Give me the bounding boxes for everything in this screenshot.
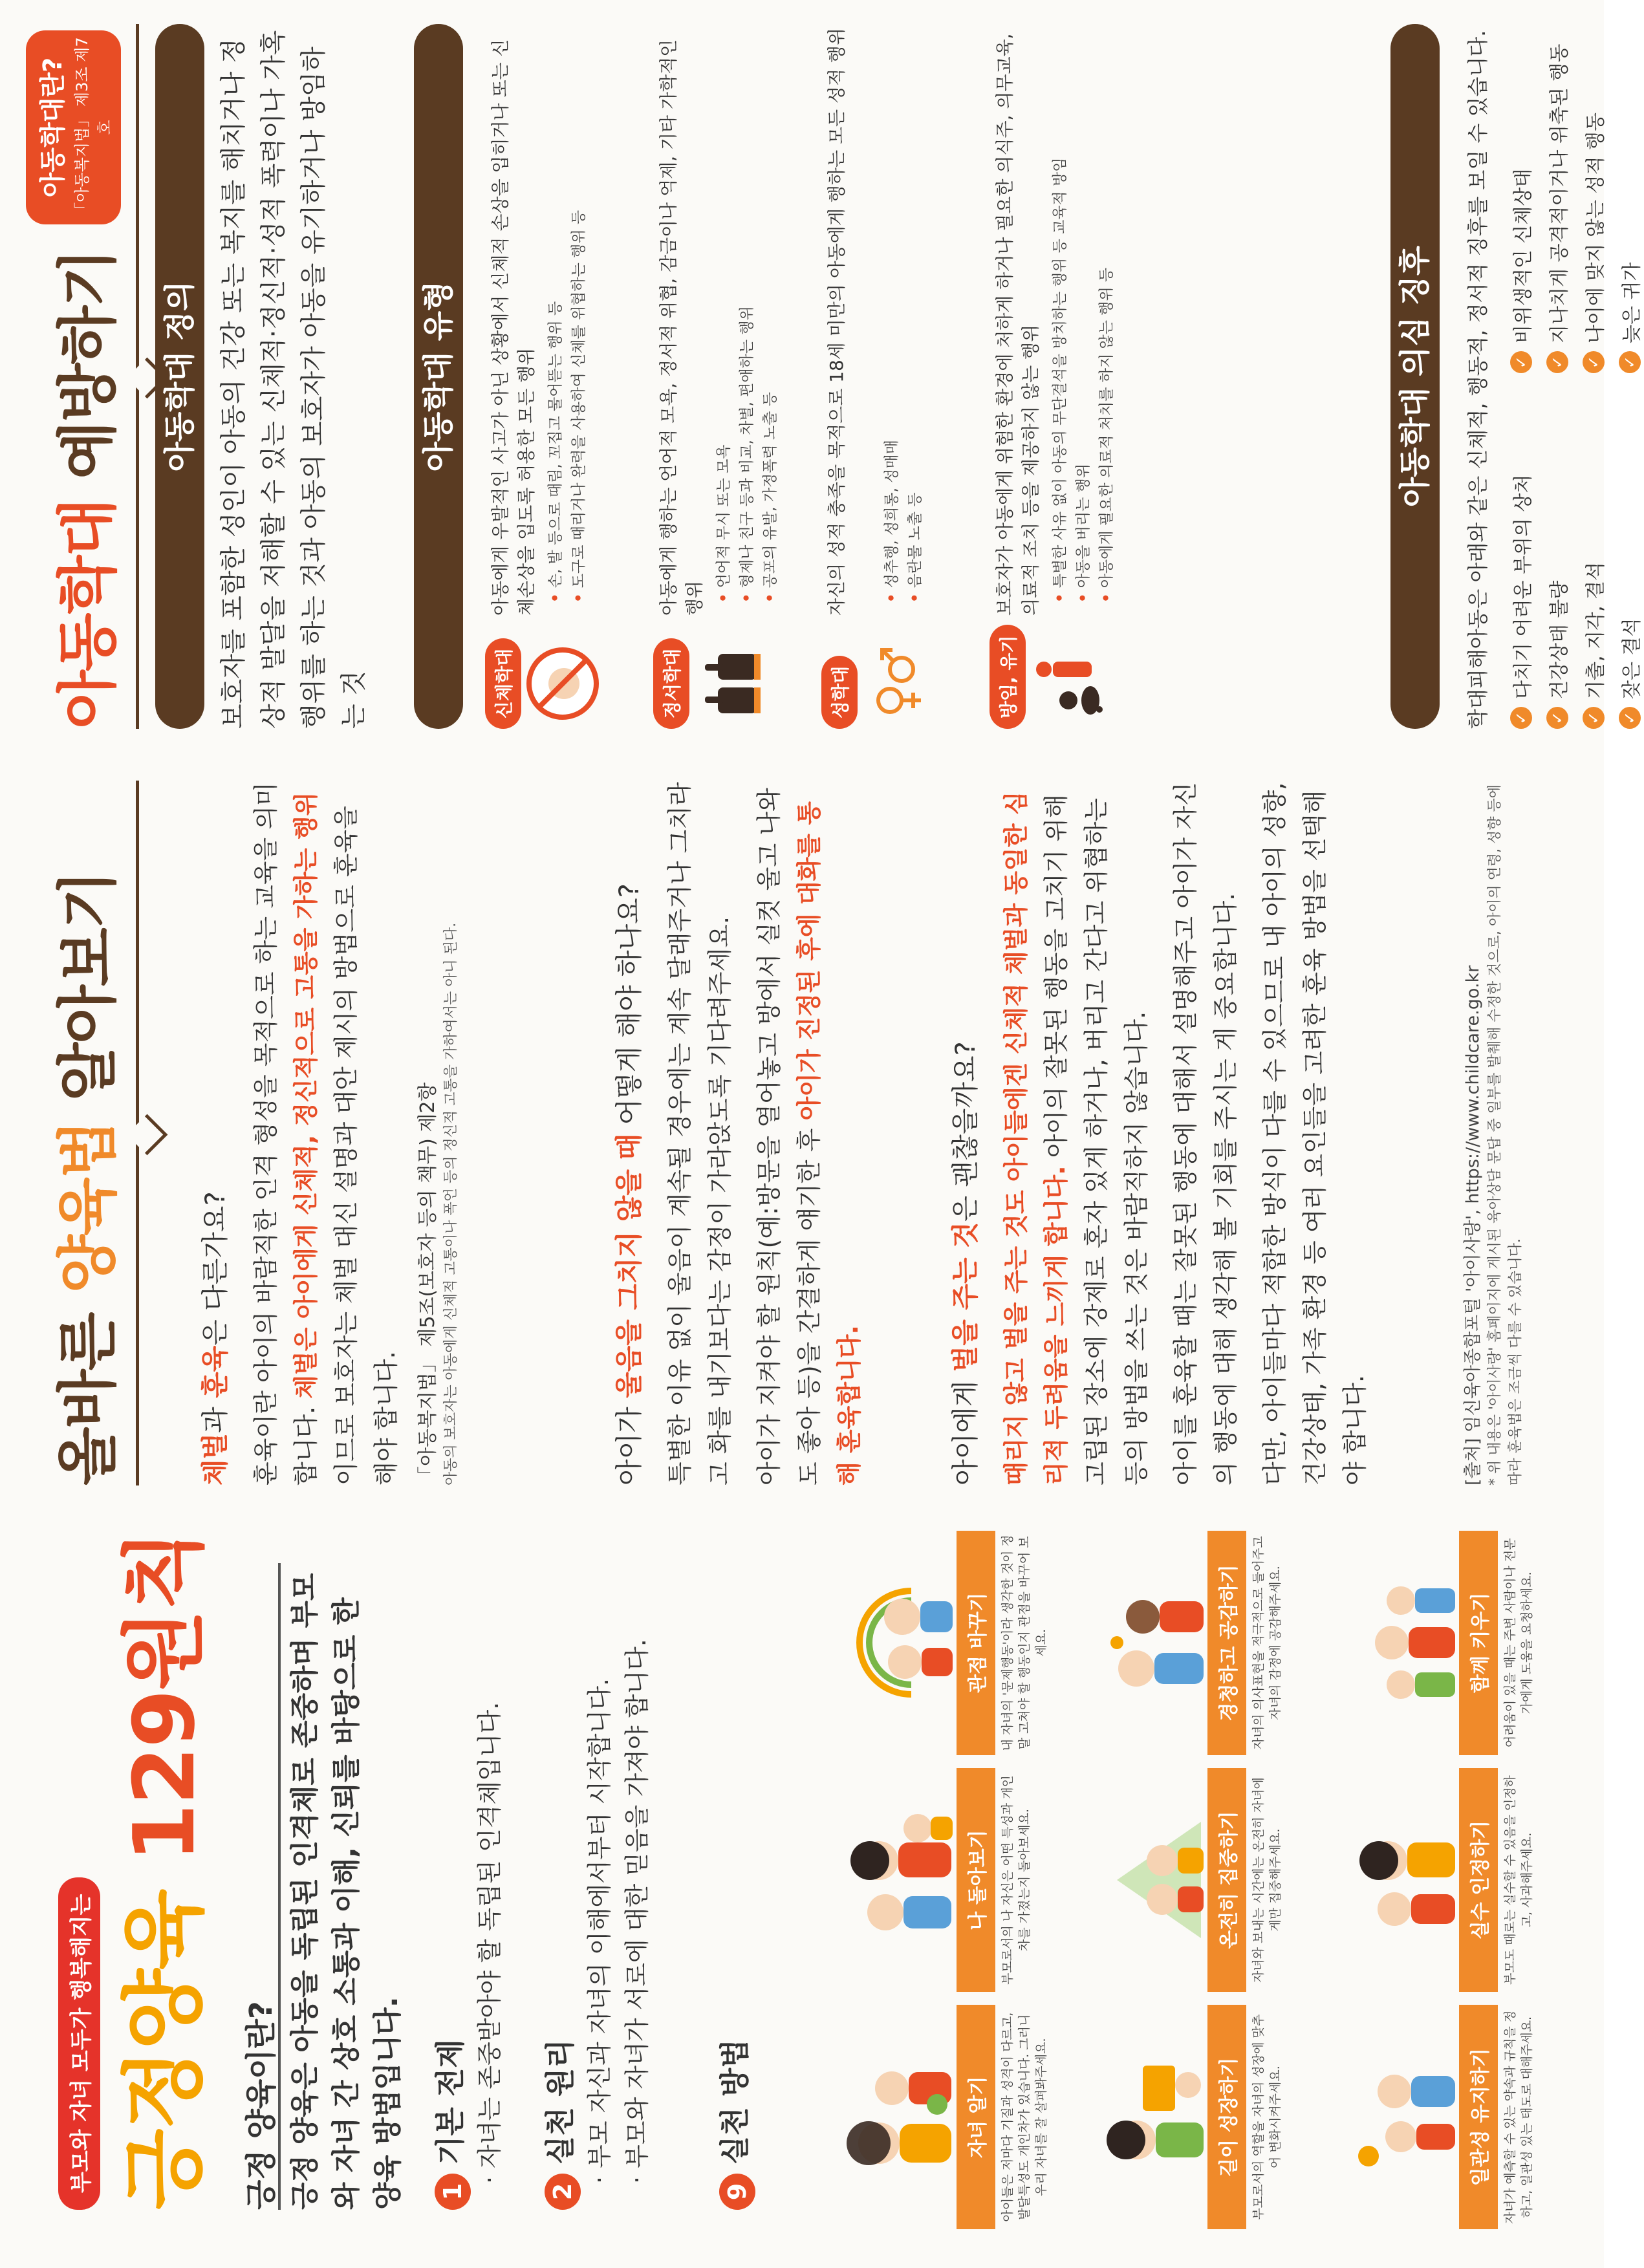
emotional-abuse-example: •공포의 유발, 가정폭력 노출 등 [762, 392, 779, 603]
section-basic-premise [427, 1537, 508, 2210]
emotional-abuse-example: •형제나 친구 등과 비교, 차별, 편애하는 행위 [739, 306, 755, 603]
method-label: 나 돌아보기 [957, 1768, 995, 1993]
check-icon: ✓ [1546, 351, 1568, 373]
physical-abuse-example: •도구로 때리거나 완력을 사용하여 신체를 위협하는 행위 등 [570, 210, 587, 603]
method-description: 자녀가 예측할 수 있는 약속과 규칙을 정하고, 일관성 있는 태도로 대해주세요. [1502, 2010, 1534, 2224]
number-badge-1: 1 [435, 2174, 471, 2210]
family-illustration [808, 1531, 957, 1755]
badge-law: 「아동복지법」 제3조 제7호 [73, 37, 114, 218]
method-card [1311, 1531, 1552, 1755]
family-illustration [1311, 2005, 1459, 2229]
family-illustration [1311, 1768, 1459, 1993]
answer-crying-2: 아이가 지켜야 할 원칙(예:방문을 열어놓고 방에서 실컷 울고 나와도 좋아 등)을 간결하게 얘기한 후 아이가 진정된 후에 대화를 통해 훈육합니다. [755, 788, 863, 1485]
source-citation [1462, 774, 1526, 1485]
panel-title-correct-parenting: 올바른 양육법 알아보기 [53, 871, 124, 1485]
method-label: 관점 바꾸기 [957, 1531, 995, 1755]
method-label: 자녀 알기 [957, 2005, 995, 2229]
sign-item: ✓ 나이에 맞지 않는 성적 행동 [1579, 17, 1608, 373]
sign-item: ✓ 다치기 어려운 부위의 상처 [1507, 373, 1535, 729]
source-text: [출처] 임신육아종합포털 '아이사랑', https://www.childcare.go.kr [1463, 965, 1483, 1485]
source-note: * 위 내용은 '아이사랑' 홈페이지에 게시된 육아상담 문답 중 일부를 발췌해 수정한 것으로, 아이의 연령, 성향 등에 따라 훈육법은 조금씩 다를 수 있습니다. [1487, 784, 1524, 1485]
tagline-badge: 부모와 자녀 모두가 행복해지는 [58, 1877, 100, 2210]
check-icon: ✓ [1583, 707, 1605, 729]
emotional-abuse-desc: 아동에게 행하는 언어적 모욕, 정서적 위협, 감금이나 억제, 기타 가학적인 행위 [658, 39, 705, 616]
practice-principle-text-2: · 부모와 자녀가 서로에 대한 믿음을 가져야 합니다. [622, 1639, 651, 2184]
answer-punishment-3: 다만, 아이들마다 적합한 방식이 다를 수 있으므로 내 아이의 성향, 건강상태, 가족 환경 등 여러 요인들을 고려한 훈육 방법을 선택해야 합니다. [1260, 782, 1369, 1485]
emotional-abuse-example: •언어적 무시 또는 모욕 [715, 444, 732, 603]
method-card [808, 1531, 1050, 1755]
tag-physical-abuse: 신체학대 [485, 638, 521, 729]
sexual-abuse-example: •음란물 노출 등 [907, 492, 924, 603]
positive-parenting-definition: 긍정 양육은 아동을 독립된 인격체로 존중하며 부모와 자녀 간 상호 소통과 이해, 신뢰를 바탕으로 한 양육 방법입니다. [288, 1573, 404, 2210]
method-description: 자녀의 의사표현을 적극적으로 들어주고 자녀의 감정에 공감해주세요. [1251, 1536, 1283, 1750]
family-illustration [1311, 1531, 1459, 1755]
method-label: 함께 키우기 [1459, 1531, 1498, 1755]
method-card [1060, 1768, 1301, 1993]
section-heading-positive-parenting: 긍정 양육이란? [243, 2001, 279, 2210]
question-punishment-discipline: 체벌과 훈육은 다른가요? [199, 1191, 231, 1485]
method-label: 온전히 집중하기 [1207, 1768, 1246, 1993]
number-badge-9: 9 [719, 2174, 755, 2210]
pill-abuse-types: 아동학대 유형 [414, 24, 463, 729]
method-description: 부모로서의 나 자신은 어떤 특성과 개인차를 가졌는지 돌아보세요. [1000, 1775, 1032, 1985]
tag-neglect: 방임, 유기 [990, 625, 1026, 729]
law-note: 아동의 보호자는 아동에게 신체적 고통이나 폭언 등의 정신적 고통을 가하여서는 아니 된다. [443, 922, 459, 1485]
method-label: 길이 성장하기 [1207, 2005, 1246, 2229]
method-label: 일관성 유지하기 [1459, 2005, 1498, 2229]
no-hitting-icon [524, 645, 601, 722]
type-physical-abuse [485, 24, 634, 729]
question-punishment: 아이에게 벌을 주는 것은 괜찮을까요? [949, 1041, 981, 1485]
tag-sexual-abuse: 성학대 [821, 656, 858, 729]
badge-title: 아동학대란? [38, 57, 68, 198]
sign-item: ✓ 늦은 귀가 [1616, 17, 1644, 373]
method-card [1311, 1768, 1552, 1993]
method-card [1060, 2005, 1301, 2229]
method-card [1311, 2005, 1552, 2229]
answer-crying-1: 특별한 이유 없이 울음이 계속될 경우에는 계속 달래주거나 그치라고 화를 내기보다는 감정이 가라앉도록 기다려주세요. [665, 782, 734, 1485]
neglect-desc: 보호자가 아동에게 위험한 환경에 처하게 하거나 필요한 의식주, 의무교육, 의료적 조치 등을 제공하지 않는 행위 [994, 33, 1041, 616]
method-label: 실수 인정하기 [1459, 1768, 1498, 1993]
panel-correct-parenting [0, 755, 1604, 1511]
practice-methods-grid [808, 1531, 1552, 2229]
type-sexual-abuse [821, 24, 970, 729]
panel-child-abuse-prevention [0, 0, 1643, 755]
sign-item: ✓ 기출, 지각, 결석 [1579, 373, 1608, 729]
qa-punishment-vs-discipline [194, 781, 462, 1485]
check-icon: ✓ [1510, 351, 1532, 373]
sexual-abuse-desc: 자신의 성적 충족을 목적으로 18세 미만의 아동에게 행하는 모든 성적 행위 [826, 27, 847, 616]
family-illustration [1060, 1531, 1208, 1755]
method-description: 자녀와 보내는 시간에는 온전히 자녀에게만 집중해주세요. [1251, 1777, 1283, 1983]
sexual-abuse-example: •성추행, 성희롱, 성매매 [883, 440, 900, 603]
check-icon: ✓ [1546, 707, 1568, 729]
type-emotional-abuse [653, 24, 802, 729]
method-description: 내 자녀의 '문제행동'이라 생각한 것이 정말 고쳐야 할 행동인지 관점을 바꾸어 보세요. [1000, 1535, 1048, 1751]
family-illustration [1060, 2005, 1208, 2229]
method-description: 아이들은 저마다 기질과 성격이 다르고, 발달특성도 개인차가 있습니다. 그러니 우리 자녀를 잘 살펴봐주세요. [1000, 2012, 1048, 2222]
method-card [808, 1768, 1050, 1993]
sign-item: ✓ 건강상태 불량 [1543, 373, 1572, 729]
method-description: 부모도 때로는 실수할 수 있음을 인정하고, 사과해주세요. [1502, 1775, 1534, 1985]
method-card [808, 2005, 1050, 2229]
sign-item: ✓ 비위생적인 신체상태 [1507, 17, 1535, 373]
panel-title-abuse-prevention: 아동학대 예방하기 [53, 249, 124, 729]
pill-abuse-signs: 아동학대 의심 징후 [1390, 24, 1440, 729]
check-icon: ✓ [1619, 351, 1641, 373]
panel-positive-parenting [0, 1511, 1604, 2268]
section-practice-principle [537, 1537, 656, 2210]
section-practice-methods [711, 1537, 755, 2210]
neglect-example: •특별한 사유 없이 아동의 무단결석을 방치하는 행위 등 교육적 방임 [1052, 157, 1068, 603]
method-description: 어려움이 있을 때는 주변 사람이나 전문가에게 도움을 요청하세요. [1502, 1538, 1534, 1748]
title-notch [127, 1114, 168, 1156]
divider [278, 1563, 281, 2210]
method-description: 부모로서의 역할을 자녀의 성장에 맞추어 변화시켜주세요. [1251, 2014, 1283, 2220]
law-reference: 「아동복지법」 제5조(보호자 등의 책무) 제2항 [416, 1082, 439, 1485]
qa-punishment [944, 781, 1375, 1485]
title-129-principles: 129원칙 [115, 1530, 213, 1890]
method-card [1060, 1531, 1301, 1755]
pointing-hands-icon [692, 645, 770, 722]
check-icon: ✓ [1510, 707, 1532, 729]
definition-badge [26, 30, 121, 224]
check-icon: ✓ [1583, 351, 1605, 373]
abandoned-child-icon [1028, 645, 1106, 722]
heading-basic-premise: 1기본 전제 [427, 1537, 471, 2210]
type-neglect [990, 24, 1138, 729]
neglect-example: •아동에게 필요한 의료적 처치를 하지 않는 행위 등 [1098, 267, 1115, 603]
main-title-129 [97, 1531, 218, 2210]
practice-principle-text-1: · 부모 자신과 자녀의 이해에서부터 시작합니다. [585, 1678, 614, 2184]
basic-premise-text: · 자녀는 존중받아야 할 독립된 인격체입니다. [475, 1701, 504, 2184]
abuse-signs-list [1507, 17, 1644, 729]
answer-punishment-1: 때리지 않고 벌을 주는 것도 아이들에겐 신체적 체벌과 동일한 심리적 두려움을 느끼게 합니다. 아이의 잘못된 행동을 고치기 위해 고립된 장소에 강제로 혼자 있게 하거나, 버리고 간다고 위협하는 등의 방법을 쓰는 것은 바람직하지 않습니다. [1002, 791, 1151, 1485]
check-icon: ✓ [1619, 707, 1641, 729]
gender-symbols-icon [860, 645, 938, 722]
method-label: 경청하고 공감하기 [1207, 1531, 1246, 1755]
physical-abuse-example: •손, 발 등으로 때림, 꼬집고 물어뜯는 행위 등 [547, 301, 564, 603]
physical-abuse-desc: 아동에게 우발적인 사고가 아닌 상황에서 신체적 손상을 입히거나 또는 신체손상을 입도록 허용한 모든 행위 [490, 39, 537, 616]
answer-punishment-discipline: 훈육이란 아이의 바람직한 인격 형성을 목적으로 하는 교육을 의미합니다. 체벌은 아이에게 신체적, 정신적으로 고통을 가하는 행위 이므로 보호자는 체벌 대신 설명과 대안 제시의 방법으로 훈육을 해야 합니다. [252, 782, 400, 1485]
neglect-example: •아동을 버리는 행위 [1075, 463, 1092, 603]
heading-practice-methods: 9실천 방법 [711, 1537, 755, 2210]
qa-crying [608, 781, 869, 1485]
sign-item: ✓ 지나치게 공격적이거나 위축된 행동 [1543, 17, 1572, 373]
abuse-definition-text: 보호자를 포함한 성인이 아동의 건강 또는 복지를 해치거나 정상적 발달을 저해할 수 있는 신체적·정신적·성적 폭력이나 가혹행위를 하는 것과 아동의 보호자가 아동을 유기하거나 방임하는 것 [219, 30, 369, 729]
question-crying: 아이가 울음을 그치지 않을 때 어떻게 해야 하나요? [613, 883, 645, 1485]
family-illustration [808, 1768, 957, 1993]
heading-practice-principle: 2실천 원리 [537, 1537, 581, 2210]
tag-emotional-abuse: 정서학대 [653, 638, 689, 729]
family-illustration [1060, 1768, 1208, 1993]
family-illustration [808, 2005, 957, 2229]
answer-punishment-2: 아이를 훈육할 때는 잘못된 행동에 대해서 설명해주고 아이가 자신의 행동에 대해 생각해 볼 기회를 주시는 게 중요합니다. [1171, 782, 1240, 1485]
number-badge-2: 2 [545, 2174, 581, 2210]
sign-item: ✓ 잦은 결석 [1616, 373, 1644, 729]
title-positive-parenting: 긍정양육 [115, 1890, 213, 2210]
pill-abuse-definition: 아동학대 정의 [155, 24, 204, 729]
abuse-signs-intro: 학대피해아동은 아래와 같은 신체적, 행동적, 정서적 징후를 보일 수 있습니다. [1466, 30, 1490, 729]
